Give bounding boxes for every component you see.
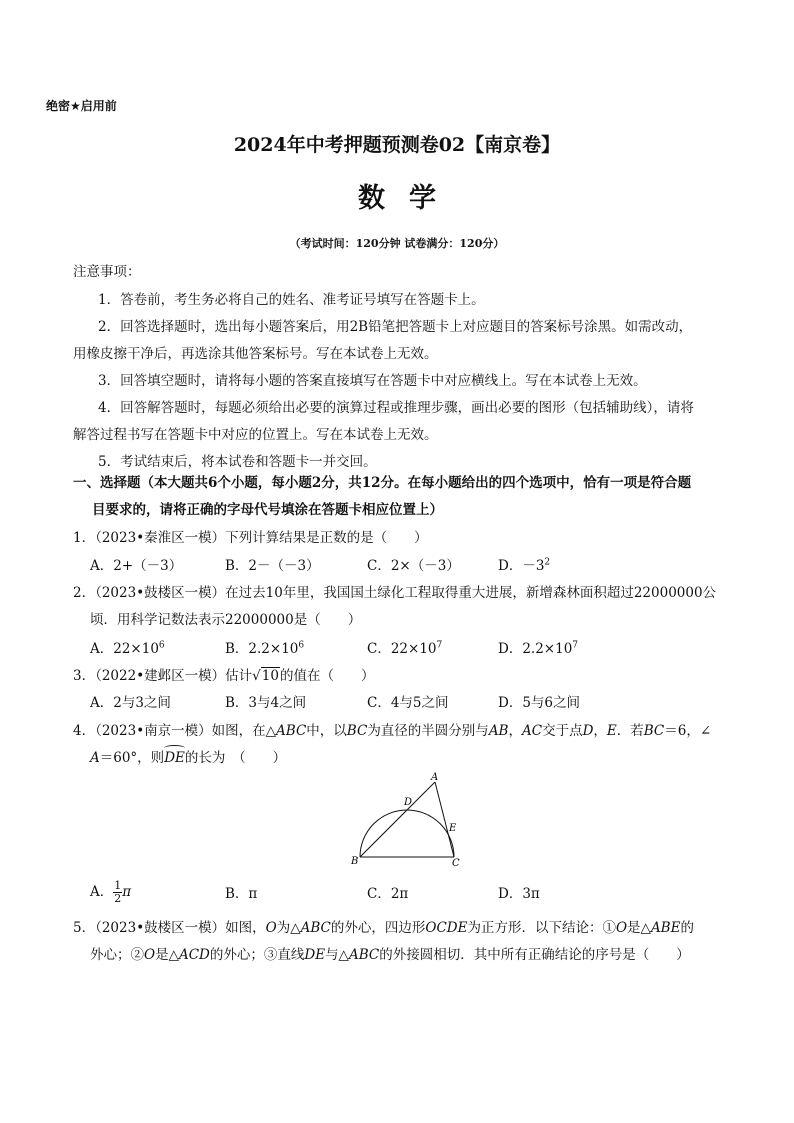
- q3-option-d: D．5与6之间: [498, 695, 581, 711]
- q4-var-bc-eq: BC: [643, 723, 665, 739]
- q5-text-1: 5．（2023•鼓楼区一模）如图，: [73, 920, 266, 936]
- q2-option-d-base: D．2.2×10: [498, 641, 573, 657]
- q3-option-c: C．4与5之间: [367, 695, 449, 711]
- question-2-stem-line-1: 2．（2023•鼓楼区一模）在过去10年里，我国国土绿化工程取得重大进展，新增森林面积超过22000000公: [73, 585, 717, 601]
- question-5-stem-line-2: [90, 945, 690, 965]
- note-item-3: 3．回答填空题时，请将每小题的答案直接填写在答题卡中对应横线上。写在本试卷上无效。: [98, 373, 647, 389]
- q4-text-4: 交于点: [542, 723, 583, 739]
- q4-var-abc: ABC: [276, 723, 307, 739]
- notes-heading: 注意事项：: [73, 264, 141, 280]
- q4-text-2: 中，以: [306, 723, 347, 739]
- question-4-stem-line-1: [73, 721, 711, 741]
- q5-text-6: 的: [680, 920, 694, 936]
- q4-comma: ，: [508, 723, 522, 739]
- q5-text-5: 是△: [627, 920, 651, 936]
- label-b: B: [351, 856, 359, 867]
- section-heading-line-1: 一、选择题（本大题共6个小题，每小题2分，共12分。在每小题给出的四个选项中，恰有一项是符合题: [73, 475, 692, 491]
- q5-var-o-2: O: [615, 920, 628, 936]
- q4-text-3: 为直径的半圆分别与: [367, 723, 489, 739]
- q2-option-b-base: B．2.2×10: [225, 641, 299, 657]
- q5-var-abc: ABC: [300, 920, 331, 936]
- q4-text-8: 的长为 （ ）: [184, 750, 287, 766]
- q5-text-9: 的外心；③直线: [209, 947, 305, 963]
- q5-var-de: DE: [304, 947, 326, 963]
- question-2-stem-line-2: 顷．用科学记数法表示22000000是（ ）: [90, 612, 362, 628]
- q3-option-b: B．3与4之间: [225, 695, 307, 711]
- exam-title: 2024年中考押题预测卷02【南京卷】: [233, 134, 561, 156]
- q5-text-4: 为正方形．以下结论：①: [467, 920, 616, 936]
- q2-option-b-exp: 6: [298, 640, 305, 651]
- segment-ba: [360, 782, 435, 857]
- frac-numerator: 1: [114, 879, 122, 892]
- semicircle-arc: [360, 810, 454, 857]
- q5-var-abe: ABE: [650, 920, 681, 936]
- q4-option-a-fraction: [113, 880, 122, 905]
- question-1-stem: 1．（2023•秦淮区一模）下列计算结果是正数的是（ ）: [73, 530, 428, 546]
- q2-option-c-base: C．22×10: [367, 641, 437, 657]
- q4-comma-2: ，: [593, 723, 607, 739]
- q2-option-c: [367, 639, 442, 659]
- segment-ac: [435, 782, 454, 857]
- q1-option-d-base: D．－3: [498, 558, 545, 574]
- frac-denominator: 2: [114, 892, 122, 905]
- q4-option-b: B．π: [225, 886, 258, 902]
- note-item-2b: 用橡皮擦干净后，再选涂其他答案标号。写在本试卷上无效。: [73, 346, 438, 362]
- label-d: D: [404, 797, 413, 808]
- exam-info: （考试时间：120分钟 试卷满分：120分）: [289, 237, 505, 250]
- q1-option-a: A．2+（－3）: [90, 558, 183, 574]
- subject-title: 数学: [358, 183, 460, 214]
- q2-option-c-exp: 7: [436, 640, 443, 651]
- q3-stem-post: 的值在（ ）: [279, 668, 375, 684]
- note-item-2a: 2．回答选择题时，选出每小题答案后，用2B铅笔把答题卡上对应题目的答案标号涂黑。如需改动，: [98, 319, 693, 335]
- q4-arc-de: DE: [164, 750, 185, 766]
- question-4-stem-line-2: [90, 748, 286, 768]
- section-heading-line-2: 目要求的，请将正确的字母代号填涂在答题卡相应位置上）: [92, 502, 443, 518]
- q5-text-2: 为△: [276, 920, 301, 936]
- q5-var-abc-2: ABC: [348, 947, 380, 963]
- q4-text-5: ．若: [616, 723, 644, 739]
- q3-option-a: A．2与3之间: [90, 695, 171, 711]
- q3-stem-pre: 3．（2022•建邺区一模）估计: [73, 668, 253, 684]
- q3-sqrt: √10: [252, 668, 279, 684]
- label-a: A: [431, 772, 439, 783]
- note-item-1: 1．答卷前，考生务必将自己的姓名、准考证号填写在答题卡上。: [98, 292, 485, 308]
- q4-option-a-label: A．: [90, 884, 114, 900]
- note-item-5: 5．考试结束后，将本试卷和答题卡一并交回。: [98, 454, 377, 470]
- q4-var-ab: AB: [488, 723, 509, 739]
- q2-option-a-base: A．22×10: [90, 641, 159, 657]
- q4-option-a-pi: π: [122, 884, 132, 900]
- q4-option-c: C．2π: [367, 886, 409, 902]
- q2-option-a: [90, 639, 165, 659]
- q5-text-8: 是△: [155, 947, 179, 963]
- label-e: E: [449, 823, 457, 834]
- q4-var-d: D: [582, 723, 594, 739]
- q2-option-a-exp: 6: [158, 640, 165, 651]
- q5-text-10: 与△: [325, 947, 349, 963]
- q2-option-b: [225, 639, 304, 659]
- note-item-4b: 解答过程书写在答题卡中对应的位置上。写在本试卷上无效。: [73, 427, 438, 443]
- q2-option-d-exp: 7: [572, 640, 579, 651]
- q5-var-o-3: O: [144, 947, 156, 963]
- q1-option-b: B．2－（－3）: [225, 558, 320, 574]
- q1-option-d: [498, 556, 550, 576]
- q5-var-acd: ACD: [178, 947, 210, 963]
- q5-text-3: 的外心，四边形: [330, 920, 426, 936]
- q4-var-a: A: [90, 750, 100, 766]
- q4-var-e: E: [606, 723, 617, 739]
- q4-text-6: ＝6，∠: [664, 723, 712, 739]
- question-5-stem-line-1: [73, 918, 694, 938]
- q1-option-d-exp: 2: [544, 557, 551, 568]
- q1-option-c: C．2×（－3）: [367, 558, 460, 574]
- question-3-stem: [73, 666, 374, 686]
- q2-option-d: [498, 639, 578, 659]
- q5-text-7: 外心；②: [90, 947, 144, 963]
- confidential-mark: 绝密★启用前: [46, 99, 117, 113]
- q4-var-ac: AC: [521, 723, 543, 739]
- label-c: C: [452, 858, 460, 869]
- q5-var-o: O: [265, 920, 277, 936]
- q3-radicand: 10: [261, 668, 279, 684]
- q5-text-11: 的外接圆相切．其中所有正确结论的序号是（ ）: [379, 947, 690, 963]
- q4-semicircle-figure: [340, 770, 480, 870]
- q4-text-7: ＝60°，则: [99, 750, 165, 766]
- q4-var-bc: BC: [346, 723, 368, 739]
- q4-option-d: D．3π: [498, 886, 540, 902]
- note-item-4a: 4．回答解答题时，每题必须给出必要的演算过程或推理步骤，画出必要的图形（包括辅助线），请将: [98, 400, 694, 416]
- q4-text-1: 4．（2023•南京一模）如图，在△: [73, 723, 277, 739]
- q5-var-ocde: OCDE: [425, 920, 468, 936]
- q4-option-a: [90, 880, 131, 905]
